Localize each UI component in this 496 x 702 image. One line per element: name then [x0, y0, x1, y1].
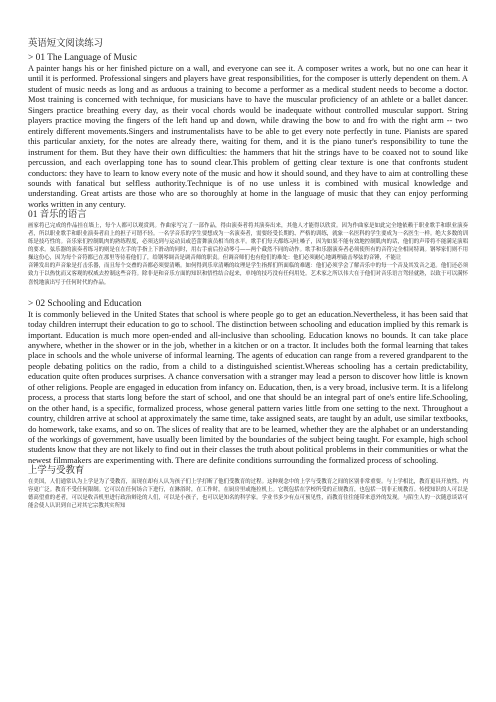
- section-2-chinese-heading: 上学与受教育: [28, 466, 85, 477]
- section-2-heading: > 02 Schooling and Education: [28, 298, 142, 309]
- document-title: 英语短文阅读练习: [28, 39, 104, 49]
- section-spacer: [28, 287, 468, 298]
- section-1-heading: > 01 The Language of Music: [28, 53, 137, 63]
- section-1-chinese-paragraph: 音锤发出的声音象是打击乐器，而且每个交叠的音都必须要清晰。如何得到乐章清晰的纹理是学生指挥们所面临的难题：他们必须学会了解音乐中的每一个音及其发音之道。他们还必须致力于以热忱而又客观的权威去控制这些音符。除非是和音乐方面的知识和悟性结合起来，单纯的技巧没有任何用处。艺术家之所以伟大在于他们对音乐语言驾轻就熟，以致于可以满怀喜悦地演出写于任何时代的作品。: [28, 263, 468, 286]
- section-1-english-text: A painter hangs his or her finished picture on a wall, and everyone can see it. A composer writes a work, but no one can hear it until it is performed. Professional singers and players have great responsibilities, for the composer is utterly dependent on them. A student of music needs as long and as arduous a training to become a performer as a medical student needs to become a doctor. Most training is concerned with technique, for musicians have to have the muscular proficiency of an athlete or a ballet dancer. Singers practice breathing every day, as their vocal chords would be inadequate without controlled muscular support. String players practice moving the fingers of the left hand up and down, while drawing the bow to and fro with the right arm -- two entirely different movements.Singers and instrumentalists have to be able to get every note perfectly in tune. Pianists are spared this particular anxiety, for the notes are already there, waiting for them, and it is the piano tuner's responsibility to tune the instrument for them. But they have their own difficulties: the hammers that hit the strings have to be coaxed not to sound like percussion, and each overlapping tone has to sound clear.This problem of getting clear texture is one that confronts student conductors: they have to learn to know every note of the music and how it should sound, and they have to aim at controlling these sounds with fanatical but selfless authority.Technique is of no use unless it is combined with musical knowledge and understanding. Great artists are those who are so thoroughly at home in the language of music that they can enjoy performing works written in any century.: [28, 64, 468, 209]
- section-2-english-text: It is commonly believed in the United States that school is where people go to get an education.Nevertheless, it has been said that today children interrupt their education to go to school. The distinction between schooling and education implied by this remark is important. Education is much more open-ended and all-inclusive than schooling. Education knows no bounds. It can take place anywhere, whether in the shower or in the job, whether in a kitchen or on a tractor. It includes both the formal learning that takes place in schools and the whole universe of informal learning. The agents of education can range from a revered grandparent to the people debating politics on the radio, from a child to a distinguished scientist.Whereas schooling has a certain predictability, education quite often produces surprises. A chance conversation with a stranger may lead a person to discover how little is known of other religions. People are engaged in education from infancy on. Education, then, is a very broad, inclusive term. It is a lifelong process, a process that starts long before the start of school, and one that should be an integral part of one's entire life.Schooling, on the other hand, is a specific, formalized process, whose general pattern varies little from one setting to the next. Throughout a country, children arrive at school at approximately the same time, take assigned seats, are taught by an adult, use similar textbooks, do homework, take exams, and so on. The slices of reality that are to be learned, whether they are the alphabet or an understanding of the workings of government, have usually been limited by the boundaries of the subject being taught. For example, high school students know that they are not likely to find out in their classes the truth about political problems in their communities or what the newest filmmakers are experimenting with. There are definite conditions surrounding the formalized process of schooling.: [28, 309, 468, 465]
- section-1-chinese-paragraph: 画家将已完成的作品挂在墙上，每个人都可以观赏到。作曲家写完了一部作品，得由演奏者将其演奏出来，其他人才能得以欣赏。因为作曲家是如此完全地依赖于职业歌手和职业演奏者，所以职业歌手和职业演奏者肩上的担子可谓不轻。一名学音乐的学生要想成为一名演奏者，需要经受长期的、严格的训练，就象一名医科的学生要成为一名医生一样。绝大多数的训练是技巧性的。音乐家们控制肌肉的熟练程度，必须达到与运动员或芭蕾舞演员相当的水平。歌手们每天都练习吐嗓子，因为如果不能有效地控制肌肉的话，他们的声带将不能满足演唱的要求。弦乐器的演奏者练习的则是在左手的手指上下滑动的同时，用右手前后拉动琴弓——两个截然不同的动作。歌手和乐器演奏者必须使所有的音符完全相同特调。钢琴家们则不用操这份心，因为每个音符都已在那里等待着他们了，给钢琴调音是调音师的职责。但调音师们也有他们的难处：他们必须耐心地调理敲击琴弦的音锤，不能让: [28, 222, 468, 262]
- section-1-chinese-heading: 01 音乐的语言: [28, 210, 87, 221]
- section-2-chinese-paragraph: 在美国，人们通常认为上学是为了受教育，而现在却有人认为孩子们上学打断了他们受教育的过程。这种观念中的上学与受教育之间的区别非常重要。与上学相比，教育更具开放性，内容更广泛。教育不受任何限制。它可以在任何场合下进行，在淋浴时，在工作时，在厨房里或拖拉机上。它既包括在学校所受的正规教育，也包括一切非正规教育。传授知识的人可以是德高望重的老者，可以是收音机里进行政治辩论的人们，可以是小孩子，也可以是知名的科学家。学业书多少有点可预见性，而教育往往能带来意外的发现。与陌生人的一次随意谈话可能会使人认识到自己对其它宗教其实所知: [28, 478, 468, 510]
